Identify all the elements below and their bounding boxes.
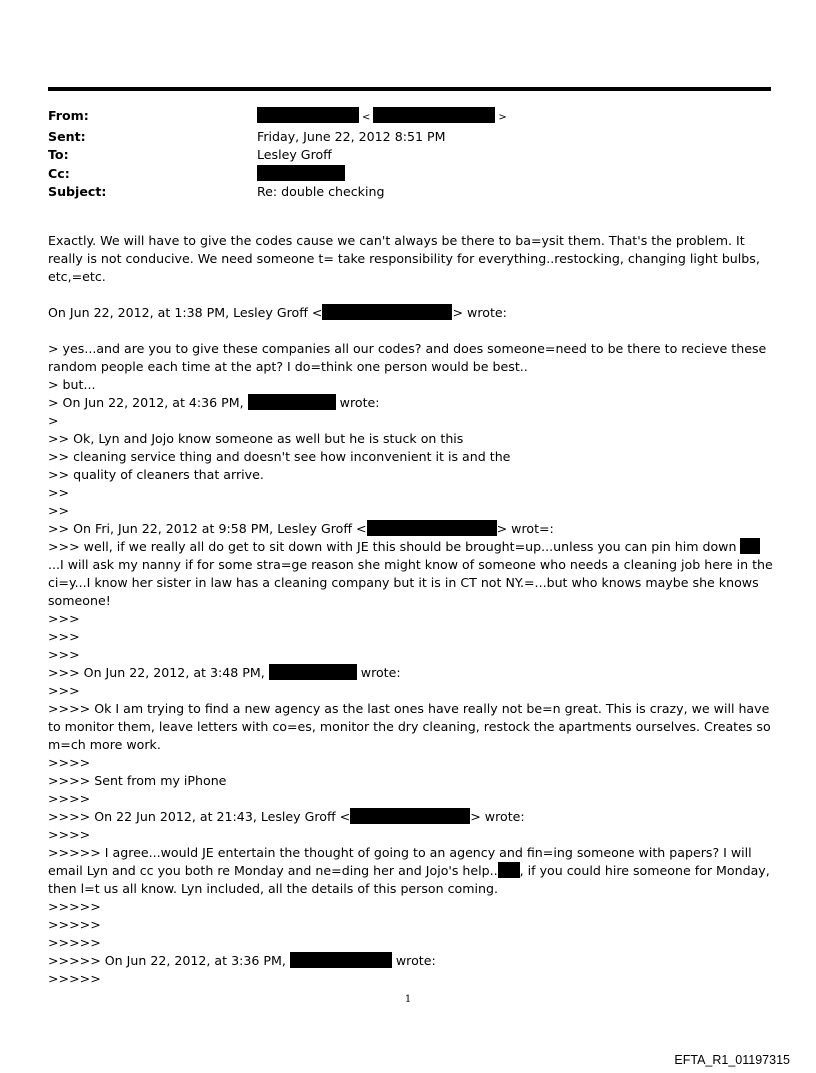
from-label: From: xyxy=(48,108,89,123)
header-rule xyxy=(48,87,771,91)
quoted-line: >>> xyxy=(48,629,80,644)
quoted-line: >>>>> xyxy=(48,899,101,914)
sent-label: Sent: xyxy=(48,128,86,144)
cc-value xyxy=(257,165,345,184)
quote-attribution: > On Jun 22, 2012, at 4:36 PM, wrote: xyxy=(48,395,380,410)
page-number: 1 xyxy=(404,994,412,1005)
from-row xyxy=(48,107,768,128)
redaction-box xyxy=(373,107,495,123)
redaction-box xyxy=(290,952,392,968)
quoted-line: >>>> xyxy=(48,791,91,806)
quoted-line: >>> xyxy=(48,611,80,626)
quoted-line: >> Ok, Lyn and Jojo know someone as well but he is stuck on this xyxy=(48,431,464,446)
redaction-box xyxy=(740,538,760,554)
quoted-line: >> xyxy=(48,485,70,500)
redaction-box xyxy=(498,862,520,878)
quote-attribution: >>>>> On Jun 22, 2012, at 3:36 PM, wrote: xyxy=(48,953,436,968)
reply-paragraph: Exactly. We will have to give the codes cause we can't always be there to ba=ysit them. That's the problem. It really is not conducive. We need someone t= take responsibility for everything..restocking, changing light bulbs, etc,=etc. xyxy=(48,233,760,284)
quote-attribution: >>>> On 22 Jun 2012, at 21:43, Lesley Groff < > wrote: xyxy=(48,809,525,824)
redaction-box xyxy=(367,520,497,536)
redaction-box xyxy=(257,107,359,123)
quoted-paragraph: >>>> Ok I am trying to find a new agency as the last ones have really not be=n great. This is crazy, we will have to monitor them, leave letters with co=es, monitor the dry cleaning, restock the apartments ourselves. Creates so m=ch more work. xyxy=(48,701,771,752)
subject-row xyxy=(48,183,768,202)
email-body xyxy=(48,232,773,988)
quoted-line: >>>> xyxy=(48,827,91,842)
quoted-line: >>>>> xyxy=(48,971,101,986)
cc-row xyxy=(48,165,768,184)
to-value: Lesley Groff xyxy=(257,147,332,162)
quoted-paragraph: >>> well, if we really all do get to sit down with JE this should be brought=up...unless you can pin him down ...I will ask my nanny if for some stra=ge reason she might know of someone who needs a cleaning job here in the ci=y...I know her sister in law has a cleaning company but it is in CT not NY.=...but who knows maybe she knows someone! xyxy=(48,539,773,608)
quoted-paragraph: >>>>> I agree...would JE entertain the thought of going to an agency and fin=ing someone with papers? I will email Lyn and cc you both re Monday and ne=ding her and Jojo's help.. , if you could hire someone for Monday, then l=t us all know. Lyn included, all the details of this person coming. xyxy=(48,845,770,896)
quoted-line: >> cleaning service thing and doesn't see how inconvenient it is and the xyxy=(48,449,511,464)
sent-value: Friday, June 22, 2012 8:51 PM xyxy=(257,128,446,144)
subject-label: Subject: xyxy=(48,184,107,199)
to-label: To: xyxy=(48,147,69,162)
quoted-line: >>> xyxy=(48,647,80,662)
cc-label: Cc: xyxy=(48,165,70,181)
quoted-line: > yes...and are you to give these companies all our codes? and does someone=need to be there to recieve these random people each time at the apt? I do=think one person would be best.. xyxy=(48,341,767,374)
quoted-line: >>>> xyxy=(48,755,91,770)
redaction-box xyxy=(350,808,470,824)
subject-value: Re: double checking xyxy=(257,184,385,199)
from-value xyxy=(257,107,507,128)
quoted-line: > xyxy=(48,413,59,428)
quote-attribution: >>> On Jun 22, 2012, at 3:48 PM, wrote: xyxy=(48,665,401,680)
quote-attribution: >> On Fri, Jun 22, 2012 at 9:58 PM, Lesley Groff < > wrot=: xyxy=(48,521,554,536)
redaction-box xyxy=(248,394,336,410)
sent-row xyxy=(48,128,768,147)
quoted-line: >>>>> xyxy=(48,935,101,950)
quoted-line: >> xyxy=(48,503,70,518)
from-gt: > xyxy=(498,112,507,123)
quoted-line: >>>> Sent from my iPhone xyxy=(48,773,227,788)
quoted-line: > but... xyxy=(48,377,96,392)
redaction-box xyxy=(257,165,345,181)
redaction-box xyxy=(269,664,357,680)
quote-attribution: On Jun 22, 2012, at 1:38 PM, Lesley Groff < > wrote: xyxy=(48,305,507,320)
quoted-line: >>>>> xyxy=(48,917,101,932)
document-id: EFTA_R1_01197315 xyxy=(674,1053,790,1067)
quoted-line: >> quality of cleaners that arrive. xyxy=(48,467,264,482)
quoted-line: >>> xyxy=(48,683,80,698)
from-lt: < xyxy=(362,112,371,123)
to-row xyxy=(48,146,768,165)
redaction-box xyxy=(322,304,452,320)
email-header xyxy=(48,107,768,202)
